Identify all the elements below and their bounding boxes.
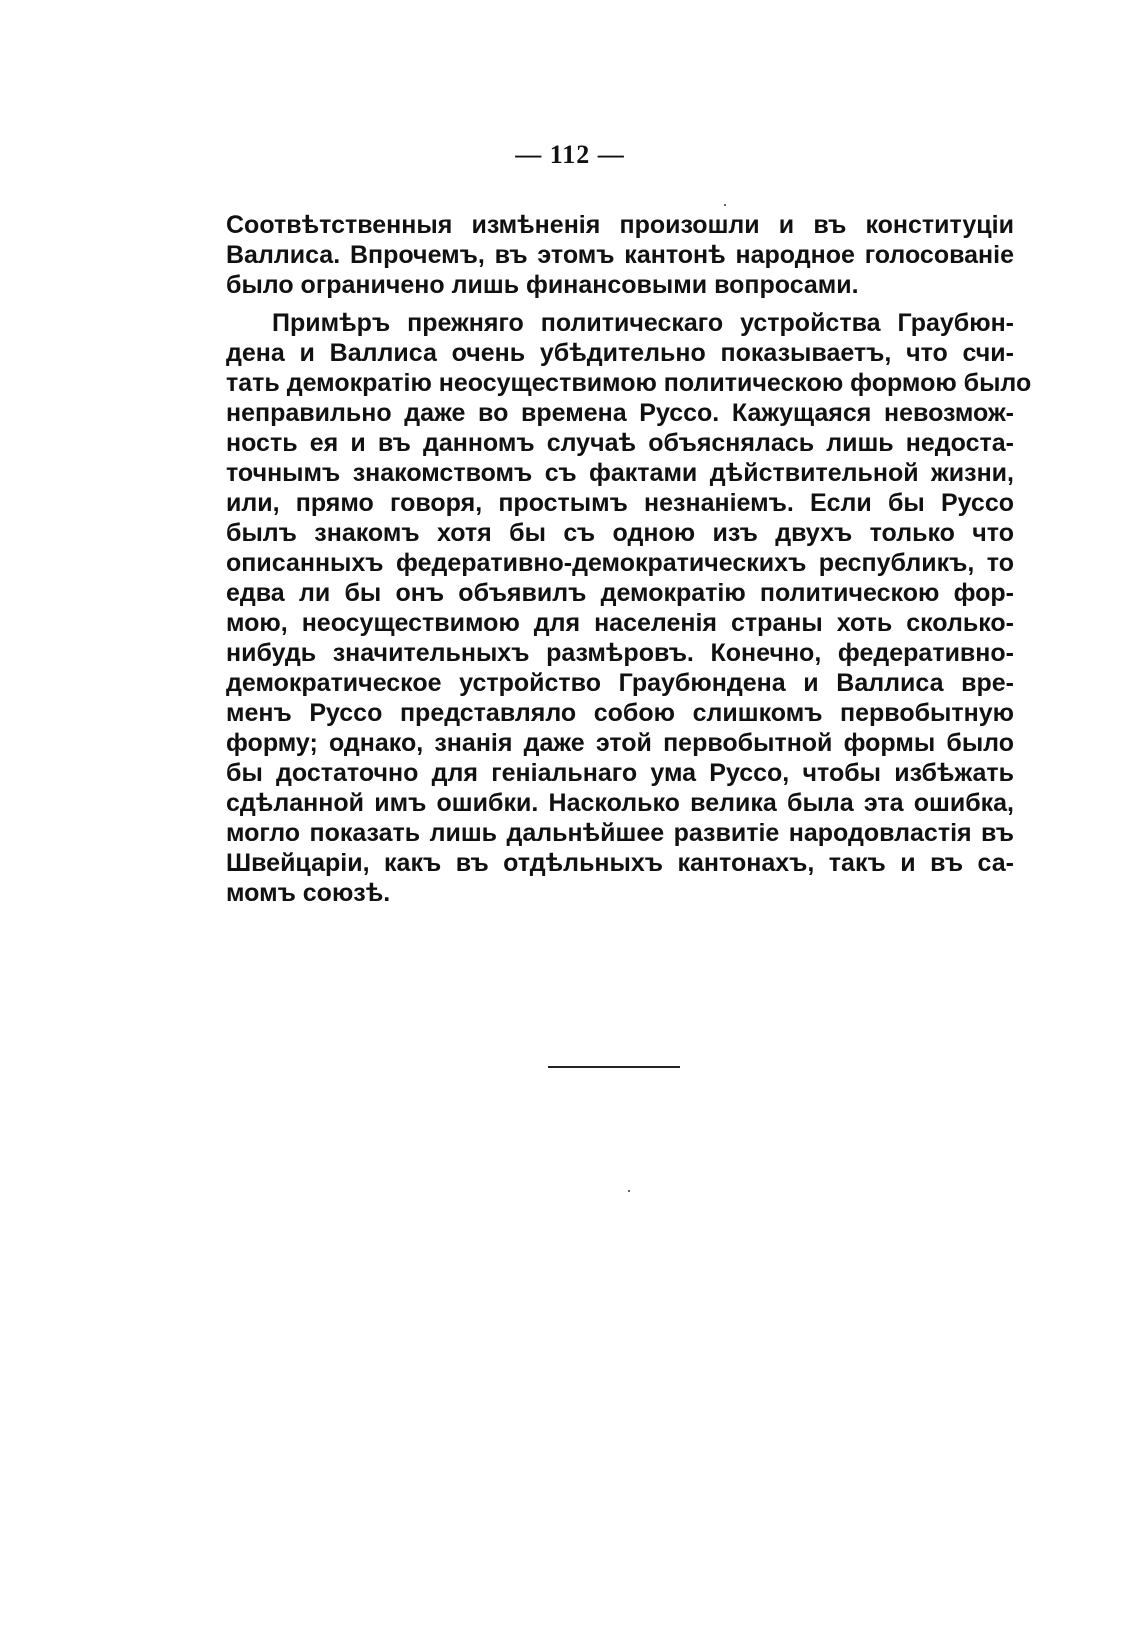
body-text (226, 210, 1032, 908)
text-line: дена и Валлиса очень убѣдительно показываетъ, что счи- (226, 339, 1014, 367)
text-line: бы достаточно для геніальнаго ума Руссо, чтобы избѣжать (226, 759, 1014, 787)
text-line: момъ союзѣ. (226, 879, 391, 907)
text-line: менъ Руссо представляло собою слишкомъ первобытную (226, 699, 1014, 727)
text-line: нибудь значительныхъ размѣровъ. Конечно, федеративно- (226, 639, 1014, 667)
text-line: описанныхъ федеративно-демократическихъ республикъ, то (226, 549, 1014, 577)
text-line: былъ знакомъ хотя бы съ одною изъ двухъ только что (226, 519, 1014, 547)
text-line: неправильно даже во времена Руссо. Кажущаяся невозмож- (226, 399, 1014, 427)
text-line: было ограничено лишь финансовыми вопросами. (226, 271, 859, 299)
section-divider (548, 1066, 680, 1068)
text-line: Соотвѣтственныя измѣненія произошли и въ конституціи (226, 211, 1014, 239)
text-line: Валлиса. Впрочемъ, въ этомъ кантонѣ народное голосованіе (226, 241, 1014, 269)
text-line: Швейцаріи, какъ въ отдѣльныхъ кантонахъ, такъ и въ са- (226, 849, 1014, 877)
text-line: демократическое устройство Граубюндена и Валлиса вре- (226, 669, 1014, 697)
text-line: форму; однако, знанія даже этой первобытной формы было (226, 729, 1014, 757)
text-line: Примѣръ прежняго политическаго устройства Граубюн- (272, 309, 1014, 337)
text-line: едва ли бы онъ объявилъ демократію политическою фор- (226, 579, 1014, 607)
text-line: точнымъ знакомствомъ съ фактами дѣйствительной жизни, (226, 459, 1014, 487)
print-speck (628, 1190, 630, 1192)
text-line: ность ея и въ данномъ случаѣ объяснялась лишь недоста- (226, 429, 1014, 457)
page-number: — 112 — (515, 140, 625, 169)
text-line: или, прямо говоря, простымъ незнаніемъ. Если бы Руссо (226, 489, 1014, 517)
text-line: могло показать лишь дальнѣйшее развитіе народовластія въ (226, 819, 1014, 847)
paragraph-1 (226, 210, 1014, 300)
text-line: мою, неосуществимою для населенія страны хоть сколько- (226, 609, 1014, 637)
text-line: сдѣланной имъ ошибки. Насколько велика была эта ошибка, (226, 789, 1014, 817)
text-line: тать демократію неосуществимою политическою формою было (226, 369, 1032, 397)
print-speck (724, 204, 726, 206)
paragraph-2 (226, 308, 1032, 908)
